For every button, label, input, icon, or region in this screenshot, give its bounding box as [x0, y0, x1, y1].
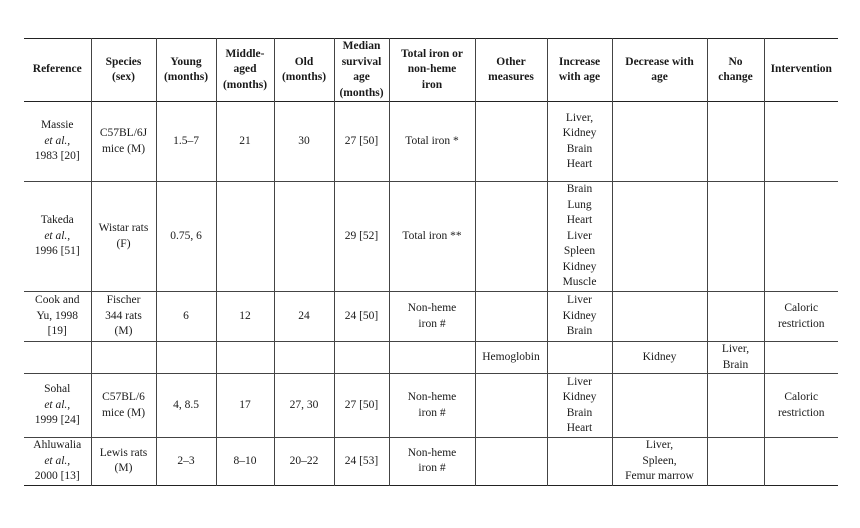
decrease-cell	[612, 292, 707, 342]
table-row	[24, 102, 838, 182]
middle-aged-cell: 12	[216, 292, 274, 342]
intervention-cell	[764, 182, 838, 292]
iron-type-cell	[389, 342, 475, 374]
old-cell: 27, 30	[274, 374, 334, 438]
header-young: Young (months)	[156, 39, 216, 102]
reference-author: Takeda	[40, 214, 74, 227]
increase-cell: Liver Kidney Brain Heart	[547, 374, 612, 438]
middle-aged-cell	[216, 342, 274, 374]
decrease-cell	[612, 374, 707, 438]
no-change-cell	[707, 102, 764, 182]
old-cell	[274, 342, 334, 374]
iron-type-cell: Total iron **	[389, 182, 475, 292]
increase-cell: Brain Lung Heart Liver Spleen Kidney Muscle	[547, 182, 612, 292]
iron-aging-table	[24, 38, 838, 486]
reference-author: Ahluwalia	[33, 439, 82, 451]
decrease-cell: Kidney	[612, 342, 707, 374]
intervention-cell	[764, 102, 838, 182]
species-cell: Lewis rats (M)	[91, 438, 156, 486]
reference-cell	[24, 438, 91, 486]
middle-aged-cell: 17	[216, 374, 274, 438]
young-cell: 0.75, 6	[156, 182, 216, 292]
other-measures-cell	[475, 292, 547, 342]
no-change-cell: Liver, Brain	[707, 342, 764, 374]
middle-aged-cell: 21	[216, 102, 274, 182]
median-survival-cell	[334, 342, 389, 374]
reference-etal: et al.,	[44, 134, 71, 147]
reference-year: 1996 [51]	[34, 245, 80, 258]
intervention-cell	[764, 438, 838, 486]
table-row	[24, 182, 838, 292]
old-cell: 24	[274, 292, 334, 342]
header-intervention: Intervention	[764, 39, 838, 102]
middle-aged-cell	[216, 182, 274, 292]
median-survival-cell: 24 [53]	[334, 438, 389, 486]
increase-cell: Liver Kidney Brain	[547, 292, 612, 342]
header-species: Species (sex)	[91, 39, 156, 102]
old-cell: 20–22	[274, 438, 334, 486]
reference-cell: Cook and Yu, 1998 [19]	[24, 292, 91, 342]
iron-type-cell: Non-heme iron #	[389, 438, 475, 486]
reference-cell	[24, 102, 91, 182]
header-middle-aged: Middle- aged (months)	[216, 39, 274, 102]
table-row	[24, 374, 838, 438]
reference-author: Sohal	[44, 383, 71, 396]
other-measures-cell	[475, 182, 547, 292]
iron-type-cell: Non-heme iron #	[389, 292, 475, 342]
iron-type-cell: Total iron *	[389, 102, 475, 182]
header-other-measures: Other measures	[475, 39, 547, 102]
decrease-cell	[612, 182, 707, 292]
species-cell	[91, 342, 156, 374]
reference-year: 2000 [13]	[34, 470, 80, 482]
old-cell: 30	[274, 102, 334, 182]
intervention-cell	[764, 342, 838, 374]
no-change-cell	[707, 374, 764, 438]
species-cell: C57BL/6 mice (M)	[91, 374, 156, 438]
median-survival-cell: 24 [50]	[334, 292, 389, 342]
header-decrease: Decrease with age	[612, 39, 707, 102]
header-row	[24, 39, 838, 102]
header-median-survival: Median survival age (months)	[334, 39, 389, 102]
increase-cell	[547, 438, 612, 486]
young-cell: 6	[156, 292, 216, 342]
intervention-cell: Caloric restriction	[764, 374, 838, 438]
reference-cell	[24, 342, 91, 374]
middle-aged-cell: 8–10	[216, 438, 274, 486]
median-survival-cell: 27 [50]	[334, 374, 389, 438]
species-cell: C57BL/6J mice (M)	[91, 102, 156, 182]
no-change-cell	[707, 438, 764, 486]
no-change-cell	[707, 292, 764, 342]
header-increase: Increase with age	[547, 39, 612, 102]
species-cell: Wistar rats (F)	[91, 182, 156, 292]
reference-etal: et al.,	[44, 454, 71, 467]
other-measures-cell	[475, 102, 547, 182]
header-old: Old (months)	[274, 39, 334, 102]
decrease-cell: Liver, Spleen, Femur marrow	[612, 438, 707, 486]
decrease-cell	[612, 102, 707, 182]
increase-cell	[547, 342, 612, 374]
reference-year: 1983 [20]	[34, 150, 80, 163]
no-change-cell	[707, 182, 764, 292]
increase-cell: Liver, Kidney Brain Heart	[547, 102, 612, 182]
reference-cell	[24, 374, 91, 438]
young-cell: 4, 8.5	[156, 374, 216, 438]
iron-type-cell: Non-heme iron #	[389, 374, 475, 438]
header-reference: Reference	[24, 39, 91, 102]
reference-year: 1999 [24]	[34, 414, 80, 427]
table-row	[24, 438, 838, 486]
intervention-cell: Caloric restriction	[764, 292, 838, 342]
table-row	[24, 342, 838, 374]
young-cell: 2–3	[156, 438, 216, 486]
reference-cell	[24, 182, 91, 292]
table-row	[24, 292, 838, 342]
header-no-change: No change	[707, 39, 764, 102]
median-survival-cell: 27 [50]	[334, 102, 389, 182]
other-measures-cell	[475, 374, 547, 438]
other-measures-cell	[475, 438, 547, 486]
young-cell	[156, 342, 216, 374]
median-survival-cell: 29 [52]	[334, 182, 389, 292]
young-cell: 1.5–7	[156, 102, 216, 182]
old-cell	[274, 182, 334, 292]
species-cell: Fischer 344 rats (M)	[91, 292, 156, 342]
reference-etal: et al.,	[44, 229, 71, 242]
header-iron-type: Total iron or non-heme iron	[389, 39, 475, 102]
reference-author: Massie	[40, 119, 74, 132]
other-measures-cell: Hemoglobin	[475, 342, 547, 374]
reference-etal: et al.,	[44, 398, 71, 411]
